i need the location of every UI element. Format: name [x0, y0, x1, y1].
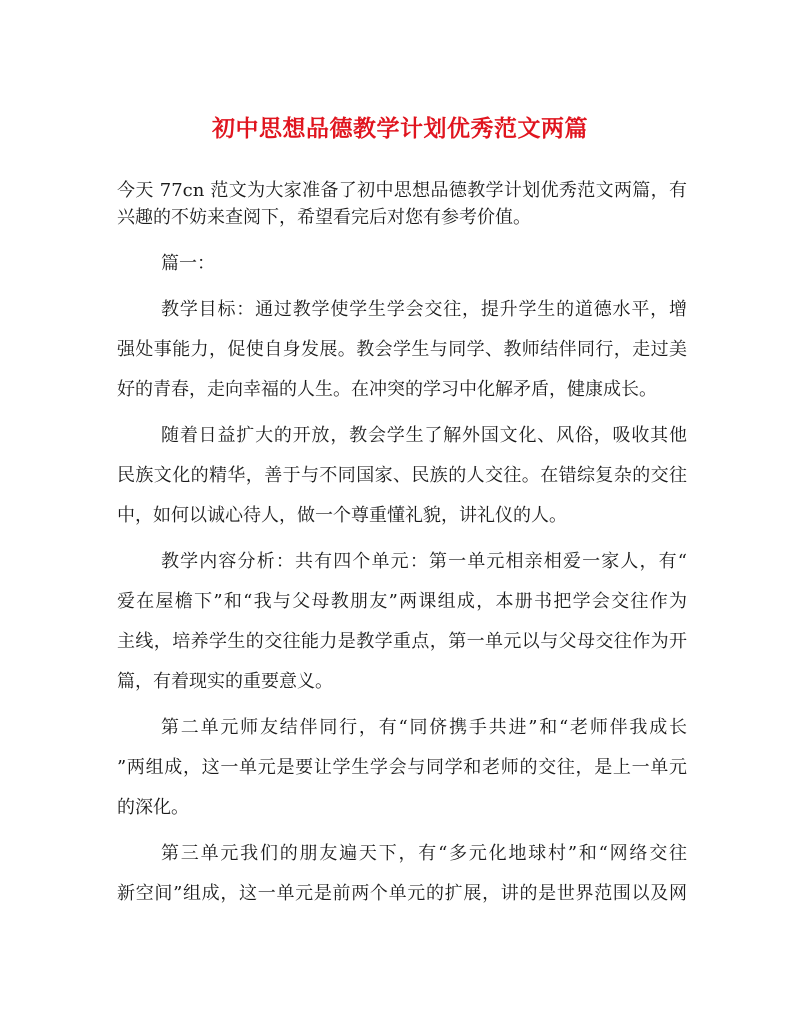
paragraph-content-analysis	[117, 548, 687, 695]
paragraph-unit-two	[117, 714, 687, 821]
text-line: 主线，培养学生的交往能力是教学重点，第一单元以与父母交往作为开	[117, 631, 687, 652]
text-line: 民族文化的精华，善于与不同国家、民族的人交往。在错综复杂的交往	[117, 465, 687, 486]
text-line: 的深化。	[117, 797, 189, 818]
text-line: 第二单元师友结伴同行，有“同侪携手共进”和“老师伴我成长	[161, 717, 687, 738]
text-line: 篇，有着现实的重要意义。	[117, 671, 333, 692]
text-line: 强处事能力，促使自身发展。教会学生与同学、教师结伴同行，走过美	[117, 339, 687, 360]
text-line: 新空间”组成，这一单元是前两个单元的扩展，讲的是世界范围以及网	[117, 883, 687, 904]
text-line: ”两组成，这一单元是要让学生学会与同学和老师的交往，是上一单元	[117, 757, 687, 778]
paragraph-section-heading	[117, 250, 687, 277]
text-line: 教学内容分析：共有四个单元：第一单元相亲相爱一家人，有“	[161, 551, 687, 572]
text-line: 第三单元我们的朋友遍天下，有“多元化地球村”和“网络交往	[161, 843, 687, 864]
text-line: 教学目标：通过教学使学生学会交往，提升学生的道德水平，增	[161, 299, 687, 320]
document-body	[117, 177, 687, 907]
text-line: 今天 77cn 范文为大家准备了初中思想品德教学计划优秀范文两篇，有	[117, 180, 687, 201]
paragraph-unit-three	[117, 840, 687, 907]
text-line: 随着日益扩大的开放，教会学生了解外国文化、风俗，吸收其他	[161, 425, 687, 446]
paragraph-teaching-goals	[117, 296, 687, 403]
paragraph-openness	[117, 422, 687, 529]
text-line: 爱在屋檐下”和“我与父母教朋友”两课组成，本册书把学会交往作为	[117, 591, 687, 612]
text-line: 好的青春，走向幸福的人生。在冲突的学习中化解矛盾，健康成长。	[117, 379, 657, 400]
document-title: 初中思想品德教学计划优秀范文两篇	[212, 115, 588, 142]
paragraph-intro	[117, 177, 687, 231]
text-line: 中，如何以诚心待人，做一个尊重懂礼貌，讲礼仪的人。	[117, 505, 567, 526]
section-heading: 篇一：	[161, 253, 215, 274]
text-line: 兴趣的不妨来查阅下，希望看完后对您有参考价值。	[117, 207, 531, 228]
